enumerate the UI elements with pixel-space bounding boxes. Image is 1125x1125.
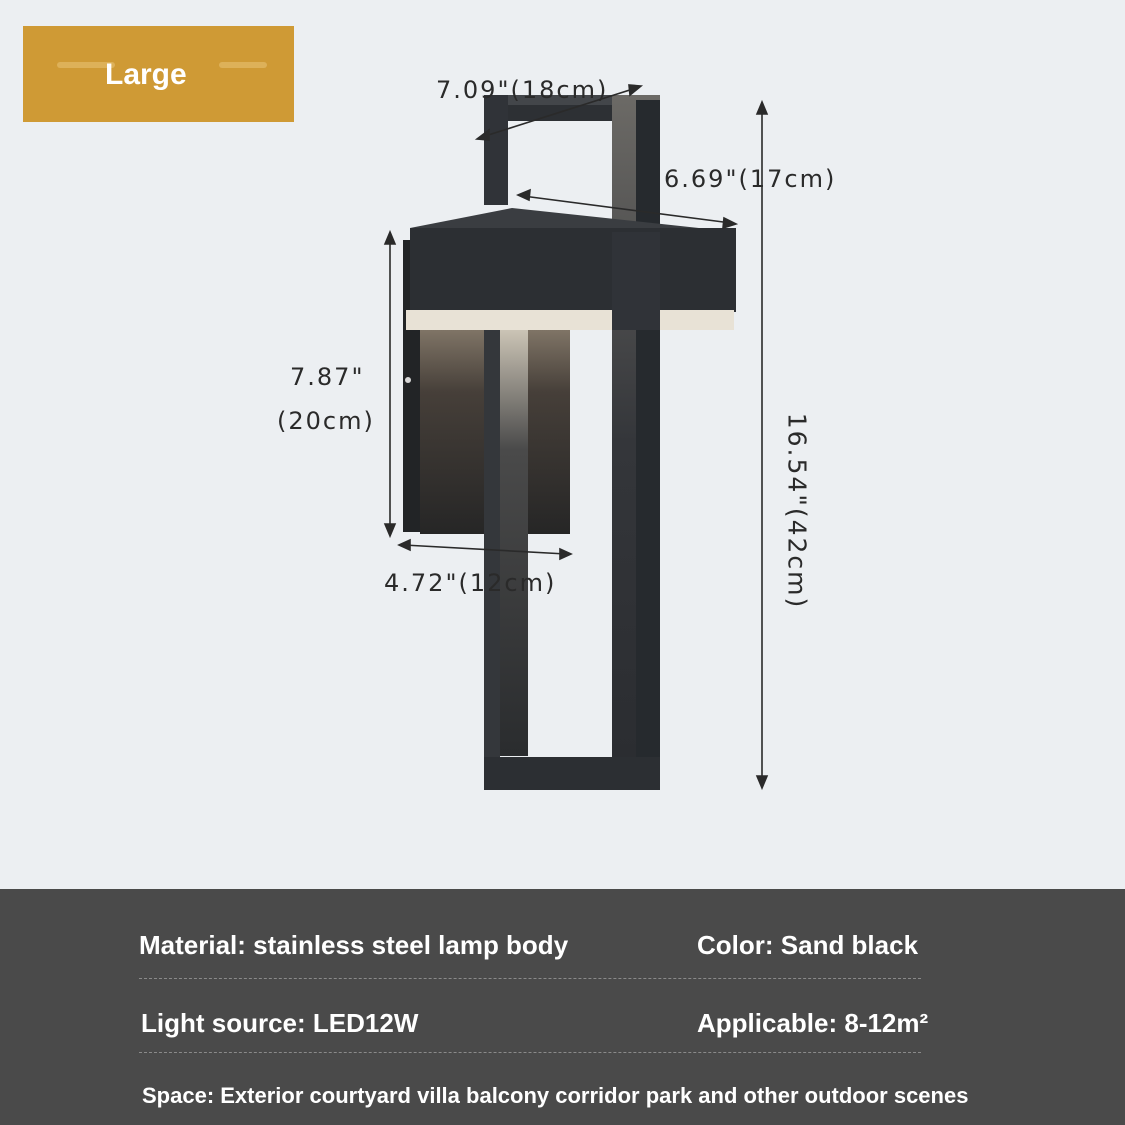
- screw-icon: [405, 377, 411, 383]
- divider: [139, 1052, 921, 1053]
- spec-space: Space: Exterior courtyard villa balcony corridor park and other outdoor scenes: [142, 1083, 969, 1108]
- dim-shade-height-metric: (20cm): [277, 407, 375, 435]
- frame-left-upper: [484, 95, 508, 205]
- arrow-icon: [385, 524, 395, 536]
- dim-base-width: 4.72"(12cm): [384, 569, 557, 597]
- arrow-icon: [399, 540, 410, 550]
- spec-light-source: Light source: LED12W: [141, 1008, 419, 1038]
- frame-right-side: [636, 100, 660, 790]
- arrow-icon: [385, 232, 395, 244]
- arrow-icon: [757, 776, 767, 788]
- spec-color: Color: Sand black: [697, 930, 919, 960]
- arrow-icon: [560, 549, 571, 559]
- dim-shade-height: 7.87": [290, 363, 365, 391]
- dim-total-height: 16.54"(42cm): [782, 412, 812, 610]
- size-label: Large: [105, 58, 187, 91]
- frame-through-shade: [612, 232, 660, 330]
- arrow-icon: [518, 190, 530, 200]
- arrow-icon: [757, 102, 767, 114]
- frame-left-lower: [484, 318, 500, 790]
- arrow-icon: [477, 130, 489, 140]
- arrow-icon: [629, 85, 641, 95]
- spec-material: Material: stainless steel lamp body: [139, 930, 569, 960]
- divider: [139, 978, 921, 979]
- spec-panel: [0, 889, 1125, 1125]
- dim-top-width: 7.09"(18cm): [436, 76, 609, 104]
- shade-box: [410, 228, 736, 312]
- dim-depth: 6.69"(17cm): [664, 165, 837, 193]
- inner-bar: [500, 318, 528, 756]
- spec-applicable: Applicable: 8-12m²: [697, 1008, 929, 1038]
- arrow-icon: [723, 218, 736, 228]
- frame-bottom: [484, 757, 660, 790]
- light-diffuser: [406, 310, 734, 330]
